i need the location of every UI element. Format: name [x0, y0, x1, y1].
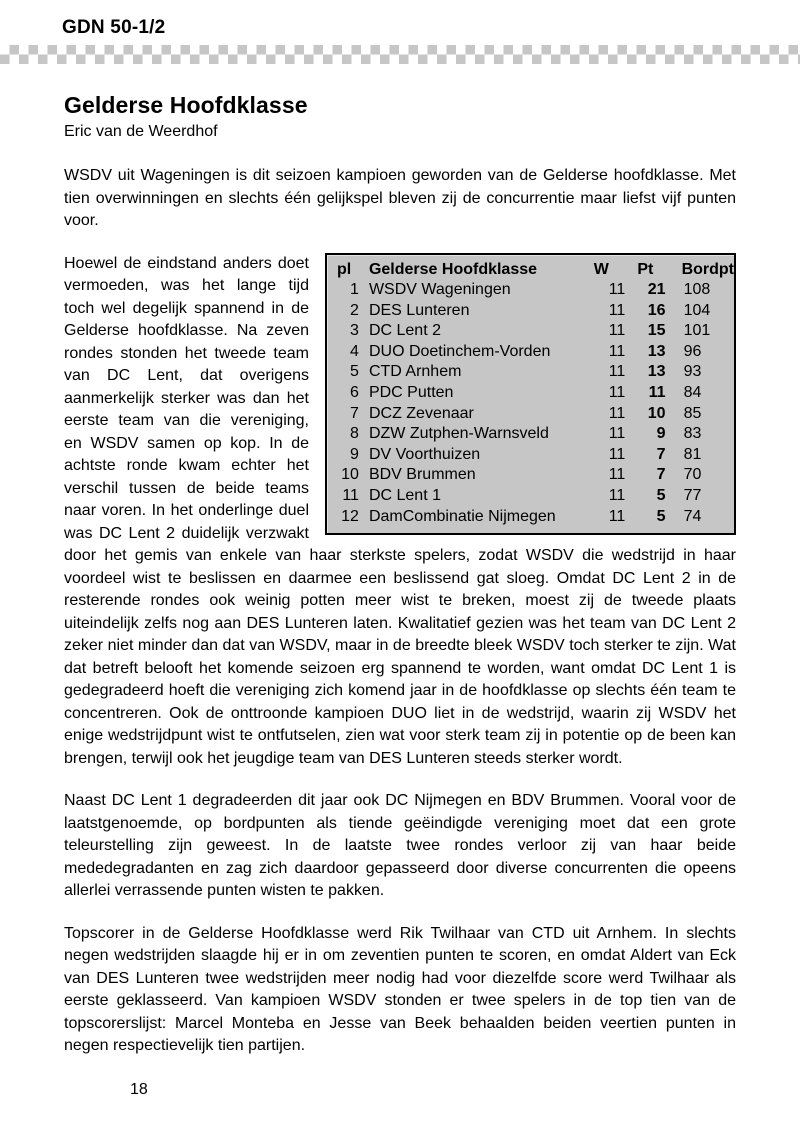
standings-table-head — [327, 260, 734, 281]
running-head: GDN 50-1/2 — [62, 17, 166, 38]
cell-pt: 10 — [647, 404, 666, 422]
cell-pl: 8 — [350, 425, 359, 443]
cell-pl: 12 — [341, 507, 359, 525]
cell-pt: 21 — [647, 281, 666, 299]
cell-pt: 9 — [656, 425, 666, 443]
cell-pt: 13 — [647, 363, 666, 381]
cell-team: BDV Brummen — [368, 466, 476, 484]
cell-bordpt: 77 — [683, 487, 702, 505]
cell-pt: 11 — [648, 384, 666, 402]
cell-bordpt: 101 — [683, 322, 711, 340]
topscorer-paragraph: Topscorer in de Gelderse Hoofdklasse werd Rik Twilhaar van CTD uit Arnhem. In slechts negen wedstrijden slaagde hij er in om zeventien punten te scoren, en omdat Aldert van Eck van DES Lunteren twee wedstrijden meer nodig had voor diezelfde score werd Twilhaar als eerste geklasseerd. Van kampioen WSDV stonden er twee spelers in de top tien van de topscorerslijst: Marcel Monteba en Jesse van Beek behaalden beiden veertien punten in negen respectievelijk tien partijen. — [64, 924, 736, 1054]
cell-w: 11 — [608, 445, 626, 463]
cell-bordpt: 81 — [683, 445, 702, 463]
cell-w: 11 — [608, 507, 626, 525]
table-and-text-wrap-region — [64, 253, 736, 771]
table-row — [327, 342, 734, 363]
column-header-pl: pl — [337, 260, 352, 278]
cell-bordpt: 104 — [683, 301, 711, 319]
cell-pl: 6 — [350, 384, 359, 402]
checkerboard-rule-divider — [0, 45, 800, 64]
page-number: 18 — [130, 1081, 148, 1098]
cell-pt: 16 — [647, 301, 666, 319]
cell-pt: 5 — [656, 487, 666, 505]
cell-bordpt: 96 — [683, 342, 702, 360]
table-row — [327, 445, 734, 466]
cell-bordpt: 74 — [683, 507, 702, 525]
column-header-w: W — [593, 260, 609, 278]
article-title: Gelderse Hoofdklasse — [64, 92, 308, 118]
article-body — [64, 92, 736, 1058]
table-row — [327, 383, 734, 404]
standings-table — [327, 260, 734, 528]
table-row — [327, 507, 734, 528]
standings-panel — [325, 253, 736, 536]
cell-pl: 11 — [342, 487, 359, 505]
cell-pt: 13 — [647, 342, 666, 360]
table-row — [327, 486, 734, 507]
cell-w: 11 — [608, 301, 626, 319]
standings-table-body — [327, 280, 734, 527]
cell-w: 11 — [608, 281, 626, 299]
cell-team: DC Lent 1 — [368, 487, 441, 505]
cell-team: WSDV Wageningen — [368, 281, 511, 299]
column-header-bordpt: Bordpt — [681, 260, 734, 278]
cell-bordpt: 108 — [683, 281, 711, 299]
cell-pl: 3 — [350, 322, 359, 340]
cell-team: PDC Putten — [368, 384, 454, 402]
table-row — [327, 301, 734, 322]
table-row — [327, 404, 734, 425]
cell-team: CTD Arnhem — [368, 363, 462, 381]
cell-bordpt: 84 — [683, 384, 702, 402]
cell-bordpt: 70 — [683, 466, 702, 484]
cell-w: 11 — [608, 363, 626, 381]
wrap-paragraph: Hoewel de eindstand anders doet vermoeden, was het lange tijd toch wel degelijk spannend in de Gelderse hoofdklasse. Na zeven rondes stonden het tweede team van DC Lent, dat overigens aanmerkelijk sterker was dan het eerste team van die vereniging, en WSDV samen op kop. In de achtste ronde kwam echter het verschil tussen de beide teams naar voren. In het onderlinge duel was DC Lent 2 duidelijk verzwakt door het gemis van enkele van haar sterkste spelers, zodat WSDV die wedstrijd in haar voordeel wist te beslissen en daarmee een beslissend gat sloeg. Omdat DC Lent 2 in de resterende rondes ook weinig potten meer wist te breken, moest zij de tweede plaats uiteindelijk zelfs nog aan DES Lunteren laten. Kwalitatief gezien was het team van DC Lent 2 zeker niet minder dan dat van WSDV, maar in de breedte bleek WSDV toch sterker te zijn. Wat dat betreft belooft het komende seizoen erg spannend te worden, want omdat DC Lent 1 is gedegradeerd hoeft die vereniging zich komend jaar in de hoofdklasse op slechts één team te concentreren. Ook de onttroonde kampioen DUO liet in de wedstrijd, waarin zij WSDV het enige wedstrijdpunt wist te ontfutselen, zien wat voor sterk team zij in potentie op de been kan brengen, terwijl ook het jeugdige team van DES Lunteren steeds sterker wordt. — [64, 254, 736, 767]
cell-pl: 9 — [350, 445, 359, 463]
column-header-team: Gelderse Hoofdklasse — [368, 260, 538, 278]
cell-pl: 5 — [350, 363, 359, 381]
cell-w: 11 — [608, 384, 626, 402]
cell-team: DC Lent 2 — [368, 322, 441, 340]
cell-pl: 1 — [350, 281, 359, 299]
standings-table-container — [325, 253, 736, 536]
table-row — [327, 362, 734, 383]
column-header-pt: Pt — [637, 260, 654, 278]
article-byline: Eric van de Weerdhof — [64, 123, 218, 140]
table-row — [327, 321, 734, 342]
cell-w: 11 — [608, 466, 626, 484]
cell-bordpt: 93 — [683, 363, 702, 381]
cell-pt: 7 — [656, 445, 666, 463]
cell-w: 11 — [608, 487, 626, 505]
table-row — [327, 465, 734, 486]
table-header-row — [327, 260, 734, 281]
cell-pl: 10 — [341, 466, 359, 484]
cell-w: 11 — [608, 342, 626, 360]
cell-pt: 5 — [656, 507, 666, 525]
table-row — [327, 424, 734, 445]
cell-bordpt: 85 — [683, 404, 702, 422]
cell-pl: 2 — [350, 301, 359, 319]
cell-team: DCZ Zevenaar — [368, 404, 474, 422]
intro-paragraph: WSDV uit Wageningen is dit seizoen kampioen geworden van de Gelderse hoofdklasse. Met tien overwinningen en slechts één gelijkspel bleven zij de concurrentie maar liefst vijf punten voor. — [64, 167, 736, 229]
table-row — [327, 280, 734, 301]
cell-team: DamCombinatie Nijmegen — [368, 507, 556, 525]
cell-pt: 15 — [647, 322, 666, 340]
cell-bordpt: 83 — [683, 425, 702, 443]
cell-w: 11 — [608, 404, 626, 422]
cell-team: DV Voorthuizen — [368, 445, 481, 463]
cell-team: DUO Doetinchem-Vorden — [368, 342, 551, 360]
cell-team: DES Lunteren — [368, 301, 470, 319]
cell-w: 11 — [608, 425, 626, 443]
cell-pl: 4 — [350, 342, 359, 360]
degradation-paragraph: Naast DC Lent 1 degradeerden dit jaar ook DC Nijmegen en BDV Brummen. Vooral voor de laatstgenoemde, op bordpunten als tiende geëindigde vereniging moet dat een grote teleurstelling zijn geweest. In de laatste twee rondes verloor zij van haar beide mededegradanten en zag zich daardoor gepasseerd door diverse concurrenten die opeens allerlei verrassende punten wisten te pakken. — [64, 792, 736, 899]
cell-pl: 7 — [350, 404, 359, 422]
cell-team: DZW Zutphen-Warnsveld — [368, 425, 549, 443]
cell-pt: 7 — [656, 466, 666, 484]
cell-w: 11 — [608, 322, 626, 340]
